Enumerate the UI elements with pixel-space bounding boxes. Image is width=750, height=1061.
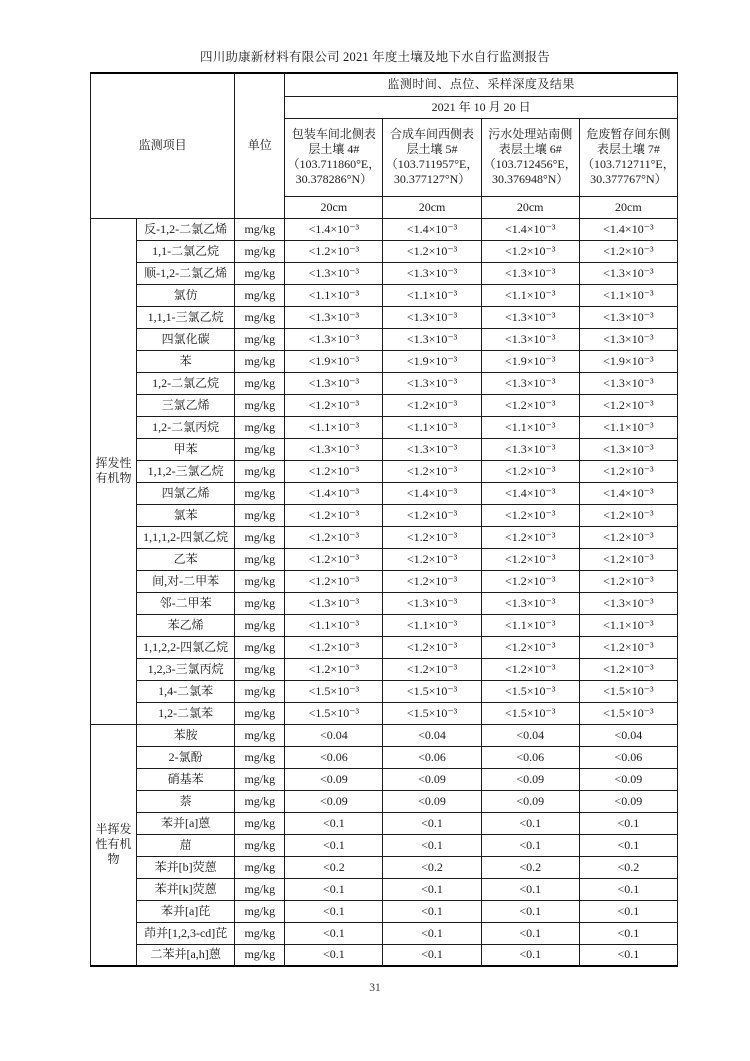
- value-cell: <1.3×10⁻³: [383, 262, 481, 284]
- value-cell: <1.1×10⁻³: [383, 416, 481, 438]
- analyte-name: 苯并[k]荧蒽: [137, 878, 235, 900]
- value-cell: <0.06: [285, 746, 383, 768]
- value-cell: <0.1: [579, 834, 677, 856]
- unit-cell: mg/kg: [235, 614, 285, 636]
- unit-cell: mg/kg: [235, 328, 285, 350]
- value-cell: <1.2×10⁻³: [285, 636, 383, 658]
- value-cell: <1.2×10⁻³: [285, 548, 383, 570]
- unit-cell: mg/kg: [235, 570, 285, 592]
- value-cell: <1.2×10⁻³: [383, 548, 481, 570]
- value-cell: <1.1×10⁻³: [579, 284, 677, 306]
- site-header-line: （103.712711°E，: [582, 157, 675, 171]
- site-header-line: 层土壤 4#: [308, 142, 360, 156]
- value-cell: <1.3×10⁻³: [579, 328, 677, 350]
- unit-cell: mg/kg: [235, 856, 285, 878]
- value-cell: <1.2×10⁻³: [481, 548, 579, 570]
- analyte-name: 1,1-二氯乙烷: [137, 240, 235, 262]
- value-cell: <1.2×10⁻³: [285, 504, 383, 526]
- analyte-name: 茚并[1,2,3-cd]芘: [137, 922, 235, 944]
- table-row: [91, 306, 678, 328]
- analyte-name: 1,2-二氯丙烷: [137, 416, 235, 438]
- depth-cell-2: 20cm: [383, 196, 481, 218]
- site-header-2: [383, 118, 481, 196]
- value-cell: <0.1: [579, 900, 677, 922]
- unit-cell: mg/kg: [235, 944, 285, 966]
- unit-cell: mg/kg: [235, 812, 285, 834]
- table-row: [91, 746, 678, 768]
- value-cell: <1.3×10⁻³: [481, 592, 579, 614]
- value-cell: <1.2×10⁻³: [481, 658, 579, 680]
- value-cell: <1.3×10⁻³: [579, 262, 677, 284]
- value-cell: <0.04: [383, 724, 481, 746]
- table-row: [91, 922, 678, 944]
- value-cell: <0.09: [579, 790, 677, 812]
- value-cell: <1.5×10⁻³: [383, 680, 481, 702]
- site-header-line: 包装车间北侧表: [291, 127, 376, 141]
- unit-cell: mg/kg: [235, 834, 285, 856]
- value-cell: <1.2×10⁻³: [579, 526, 677, 548]
- value-cell: <1.4×10⁻³: [481, 482, 579, 504]
- value-cell: <0.1: [579, 812, 677, 834]
- site-header-line: 危废暂存间东侧: [586, 127, 671, 141]
- value-cell: <1.2×10⁻³: [481, 394, 579, 416]
- value-cell: <1.2×10⁻³: [481, 504, 579, 526]
- site-header-line: 30.377767°N）: [590, 172, 667, 186]
- unit-cell: mg/kg: [235, 240, 285, 262]
- analyte-name: 1,1,1-三氯乙烷: [137, 306, 235, 328]
- value-cell: <0.1: [481, 834, 579, 856]
- value-cell: <1.4×10⁻³: [383, 482, 481, 504]
- value-cell: <1.5×10⁻³: [481, 702, 579, 724]
- value-cell: <0.1: [383, 834, 481, 856]
- value-cell: <0.1: [285, 834, 383, 856]
- value-cell: <1.4×10⁻³: [285, 218, 383, 240]
- value-cell: <0.1: [383, 878, 481, 900]
- value-cell: <1.4×10⁻³: [481, 218, 579, 240]
- analyte-name: 反-1,2-二氯乙烯: [137, 218, 235, 240]
- value-cell: <1.2×10⁻³: [383, 526, 481, 548]
- value-cell: <1.2×10⁻³: [285, 240, 383, 262]
- page-header-title: 四川助康新材料有限公司 2021 年度土壤及地下水自行监测报告: [200, 50, 550, 64]
- value-cell: <0.09: [481, 790, 579, 812]
- value-cell: <1.2×10⁻³: [383, 240, 481, 262]
- value-cell: <1.2×10⁻³: [285, 526, 383, 548]
- analyte-name: 苯并[a]芘: [137, 900, 235, 922]
- value-cell: <1.5×10⁻³: [383, 702, 481, 724]
- value-cell: <1.3×10⁻³: [383, 592, 481, 614]
- analyte-name: 顺-1,2-二氯乙烯: [137, 262, 235, 284]
- analyte-name: 萘: [137, 790, 235, 812]
- table-row: [91, 438, 678, 460]
- site-header-line: 合成车间西侧表: [390, 127, 475, 141]
- site-header-line: 30.377127°N）: [393, 172, 471, 186]
- value-cell: <0.1: [383, 900, 481, 922]
- analyte-name: 1,2,3-三氯丙烷: [137, 658, 235, 680]
- value-cell: <0.1: [285, 922, 383, 944]
- unit-cell: mg/kg: [235, 592, 285, 614]
- site-header-line: （103.711957°E，: [385, 157, 479, 171]
- value-cell: <0.1: [579, 944, 677, 966]
- unit-cell: mg/kg: [235, 680, 285, 702]
- analyte-name: 苯胺: [137, 724, 235, 746]
- value-cell: <0.1: [481, 922, 579, 944]
- value-cell: <1.3×10⁻³: [383, 306, 481, 328]
- unit-cell: mg/kg: [235, 790, 285, 812]
- table-row: [91, 856, 678, 878]
- value-cell: <1.2×10⁻³: [579, 460, 677, 482]
- unit-cell: mg/kg: [235, 768, 285, 790]
- value-cell: <1.3×10⁻³: [481, 328, 579, 350]
- unit-cell: mg/kg: [235, 350, 285, 372]
- value-cell: <1.2×10⁻³: [481, 460, 579, 482]
- group-label-line: 有机物: [95, 471, 132, 485]
- unit-cell: mg/kg: [235, 702, 285, 724]
- value-cell: <1.5×10⁻³: [579, 680, 677, 702]
- analyte-name: 䓛: [137, 834, 235, 856]
- site-header-line: 30.376948°N）: [491, 172, 569, 186]
- value-cell: <1.2×10⁻³: [383, 394, 481, 416]
- analyte-name: 2-氯酚: [137, 746, 235, 768]
- value-cell: <1.2×10⁻³: [579, 394, 677, 416]
- analyte-name: 邻-二甲苯: [137, 592, 235, 614]
- table-row: [91, 944, 678, 966]
- group-label-line: 物: [107, 852, 120, 867]
- unit-cell: mg/kg: [235, 900, 285, 922]
- table-row: [91, 240, 678, 262]
- value-cell: <0.1: [383, 944, 481, 966]
- site-header-line: 表层土壤 6#: [498, 142, 562, 156]
- analyte-name: 苯乙烯: [137, 614, 235, 636]
- value-cell: <1.2×10⁻³: [579, 636, 677, 658]
- unit-cell: mg/kg: [235, 460, 285, 482]
- value-cell: <1.3×10⁻³: [383, 438, 481, 460]
- unit-cell: mg/kg: [235, 416, 285, 438]
- group-label: [91, 724, 137, 966]
- depth-cell-3: 20cm: [481, 196, 579, 218]
- table-row: [91, 834, 678, 856]
- analyte-name: 氯苯: [137, 504, 235, 526]
- table-row: [91, 73, 678, 96]
- value-cell: <1.1×10⁻³: [481, 284, 579, 306]
- value-cell: <0.1: [285, 878, 383, 900]
- analyte-name: 甲苯: [137, 438, 235, 460]
- unit-cell: mg/kg: [235, 504, 285, 526]
- table-row: [91, 812, 678, 834]
- value-cell: <0.09: [383, 768, 481, 790]
- site-header-line: 30.378286°N）: [295, 172, 373, 186]
- monitoring-results-table: [90, 72, 678, 967]
- value-cell: <1.4×10⁻³: [579, 482, 677, 504]
- value-cell: <0.09: [579, 768, 677, 790]
- value-cell: <1.1×10⁻³: [481, 614, 579, 636]
- value-cell: <0.1: [481, 944, 579, 966]
- value-cell: <1.3×10⁻³: [579, 438, 677, 460]
- value-cell: <0.06: [579, 746, 677, 768]
- value-cell: <1.2×10⁻³: [481, 526, 579, 548]
- unit-cell: mg/kg: [235, 746, 285, 768]
- value-cell: <1.5×10⁻³: [285, 702, 383, 724]
- unit-cell: mg/kg: [235, 284, 285, 306]
- group-label: [91, 218, 137, 724]
- table-row: [91, 614, 678, 636]
- table-row: [91, 526, 678, 548]
- value-cell: <0.1: [285, 812, 383, 834]
- site-header-line: （103.711860°E，: [287, 157, 381, 171]
- value-cell: <1.9×10⁻³: [383, 350, 481, 372]
- table-row: [91, 504, 678, 526]
- analyte-name: 硝基苯: [137, 768, 235, 790]
- value-cell: <1.3×10⁻³: [285, 306, 383, 328]
- value-cell: <1.2×10⁻³: [579, 658, 677, 680]
- value-cell: <0.1: [579, 878, 677, 900]
- table-row: [91, 460, 678, 482]
- value-cell: <1.1×10⁻³: [579, 614, 677, 636]
- value-cell: <1.9×10⁻³: [285, 350, 383, 372]
- value-cell: <1.2×10⁻³: [579, 548, 677, 570]
- group-label-line: 性有机: [95, 837, 132, 852]
- table-row: [91, 482, 678, 504]
- unit-cell: mg/kg: [235, 262, 285, 284]
- value-cell: <1.2×10⁻³: [383, 658, 481, 680]
- value-cell: <1.2×10⁻³: [383, 570, 481, 592]
- table-row: [91, 658, 678, 680]
- value-cell: <1.2×10⁻³: [285, 394, 383, 416]
- value-cell: <1.3×10⁻³: [383, 372, 481, 394]
- table-row: [91, 680, 678, 702]
- depth-cell-1: 20cm: [285, 196, 383, 218]
- table-row: [91, 394, 678, 416]
- unit-cell: mg/kg: [235, 724, 285, 746]
- value-cell: <1.1×10⁻³: [383, 284, 481, 306]
- value-cell: <1.2×10⁻³: [285, 658, 383, 680]
- value-cell: <1.1×10⁻³: [481, 416, 579, 438]
- unit-cell: mg/kg: [235, 218, 285, 240]
- site-header-3: [481, 118, 579, 196]
- table-row: [91, 878, 678, 900]
- value-cell: <1.3×10⁻³: [579, 592, 677, 614]
- value-cell: <0.04: [285, 724, 383, 746]
- value-cell: <1.3×10⁻³: [481, 438, 579, 460]
- value-cell: <1.1×10⁻³: [285, 284, 383, 306]
- analyte-name: 四氯化碳: [137, 328, 235, 350]
- value-cell: <1.2×10⁻³: [383, 504, 481, 526]
- value-cell: <0.04: [579, 724, 677, 746]
- table-row: [91, 350, 678, 372]
- site-header-line: （103.712456°E，: [483, 157, 577, 171]
- value-cell: <1.1×10⁻³: [383, 614, 481, 636]
- value-cell: <0.06: [383, 746, 481, 768]
- value-cell: <1.1×10⁻³: [579, 416, 677, 438]
- analyte-name: 苯并[b]荧蒽: [137, 856, 235, 878]
- value-cell: <1.2×10⁻³: [481, 570, 579, 592]
- table-row: [91, 372, 678, 394]
- monitoring-items-header: 监测项目: [91, 73, 235, 218]
- unit-cell: mg/kg: [235, 658, 285, 680]
- site-header-4: [579, 118, 677, 196]
- analyte-name: 乙苯: [137, 548, 235, 570]
- results-banner: 监测时间、点位、采样深度及结果: [285, 73, 678, 96]
- table-row: [91, 702, 678, 724]
- unit-cell: mg/kg: [235, 394, 285, 416]
- value-cell: <1.2×10⁻³: [579, 504, 677, 526]
- analyte-name: 1,1,2,2-四氯乙烷: [137, 636, 235, 658]
- value-cell: <1.5×10⁻³: [481, 680, 579, 702]
- analyte-name: 1,1,1,2-四氯乙烷: [137, 526, 235, 548]
- value-cell: <0.1: [383, 812, 481, 834]
- analyte-name: 苯: [137, 350, 235, 372]
- unit-cell: mg/kg: [235, 636, 285, 658]
- site-header-line: 表层土壤 7#: [596, 142, 660, 156]
- value-cell: <1.9×10⁻³: [579, 350, 677, 372]
- unit-cell: mg/kg: [235, 548, 285, 570]
- depth-cell-4: 20cm: [579, 196, 677, 218]
- page-number: 31: [369, 982, 381, 994]
- value-cell: <1.5×10⁻³: [579, 702, 677, 724]
- value-cell: <1.3×10⁻³: [285, 262, 383, 284]
- value-cell: <1.3×10⁻³: [285, 328, 383, 350]
- unit-cell: mg/kg: [235, 922, 285, 944]
- value-cell: <1.3×10⁻³: [285, 592, 383, 614]
- value-cell: <0.1: [285, 944, 383, 966]
- table-row: [91, 218, 678, 240]
- table-row: [91, 592, 678, 614]
- value-cell: <1.3×10⁻³: [383, 328, 481, 350]
- value-cell: <1.2×10⁻³: [383, 460, 481, 482]
- value-cell: <1.2×10⁻³: [285, 570, 383, 592]
- value-cell: <0.09: [383, 790, 481, 812]
- table-row: [91, 636, 678, 658]
- value-cell: <1.2×10⁻³: [481, 636, 579, 658]
- group-label-line: 挥发性: [95, 456, 132, 470]
- unit-cell: mg/kg: [235, 438, 285, 460]
- value-cell: <1.4×10⁻³: [579, 218, 677, 240]
- value-cell: <0.1: [481, 900, 579, 922]
- value-cell: <1.3×10⁻³: [481, 306, 579, 328]
- value-cell: <0.06: [481, 746, 579, 768]
- value-cell: <1.1×10⁻³: [285, 614, 383, 636]
- value-cell: <0.1: [481, 878, 579, 900]
- value-cell: <1.4×10⁻³: [383, 218, 481, 240]
- value-cell: <1.3×10⁻³: [579, 306, 677, 328]
- group-label-line: 半挥发: [95, 822, 132, 837]
- site-header-line: 污水处理站南侧: [488, 127, 573, 141]
- table-row: [91, 724, 678, 746]
- value-cell: <0.2: [383, 856, 481, 878]
- value-cell: <0.09: [285, 790, 383, 812]
- value-cell: <0.04: [481, 724, 579, 746]
- value-cell: <0.09: [285, 768, 383, 790]
- value-cell: <0.2: [481, 856, 579, 878]
- table-row: [91, 284, 678, 306]
- analyte-name: 1,1,2-三氯乙烷: [137, 460, 235, 482]
- unit-cell: mg/kg: [235, 306, 285, 328]
- value-cell: <1.2×10⁻³: [285, 460, 383, 482]
- table-row: [91, 548, 678, 570]
- value-cell: <1.3×10⁻³: [285, 438, 383, 460]
- table-row: [91, 416, 678, 438]
- value-cell: <1.2×10⁻³: [481, 240, 579, 262]
- site-header-line: 层土壤 5#: [406, 142, 458, 156]
- value-cell: <1.3×10⁻³: [481, 372, 579, 394]
- site-header-1: [285, 118, 383, 196]
- analyte-name: 1,2-二氯苯: [137, 702, 235, 724]
- unit-header: 单位: [235, 73, 285, 218]
- analyte-name: 1,4-二氯苯: [137, 680, 235, 702]
- table-row: [91, 900, 678, 922]
- value-cell: <0.2: [579, 856, 677, 878]
- value-cell: <1.2×10⁻³: [579, 240, 677, 262]
- analyte-name: 四氯乙烯: [137, 482, 235, 504]
- value-cell: <1.2×10⁻³: [579, 570, 677, 592]
- analyte-name: 苯并[a]蒽: [137, 812, 235, 834]
- table-row: [91, 262, 678, 284]
- value-cell: <0.1: [285, 900, 383, 922]
- value-cell: <1.1×10⁻³: [285, 416, 383, 438]
- table-row: [91, 328, 678, 350]
- unit-cell: mg/kg: [235, 526, 285, 548]
- sampling-date: 2021 年 10 月 20 日: [285, 96, 678, 118]
- analyte-name: 氯仿: [137, 284, 235, 306]
- value-cell: <0.1: [579, 922, 677, 944]
- value-cell: <0.1: [383, 922, 481, 944]
- value-cell: <1.4×10⁻³: [285, 482, 383, 504]
- value-cell: <1.2×10⁻³: [383, 636, 481, 658]
- analyte-name: 三氯乙烯: [137, 394, 235, 416]
- value-cell: <1.3×10⁻³: [285, 372, 383, 394]
- table-row: [91, 768, 678, 790]
- unit-cell: mg/kg: [235, 372, 285, 394]
- value-cell: <1.3×10⁻³: [481, 262, 579, 284]
- unit-cell: mg/kg: [235, 878, 285, 900]
- value-cell: <0.2: [285, 856, 383, 878]
- value-cell: <1.9×10⁻³: [481, 350, 579, 372]
- value-cell: <1.3×10⁻³: [579, 372, 677, 394]
- table-row: [91, 790, 678, 812]
- analyte-name: 二苯并[a,h]蒽: [137, 944, 235, 966]
- table-row: [91, 570, 678, 592]
- analyte-name: 间,对-二甲苯: [137, 570, 235, 592]
- unit-cell: mg/kg: [235, 482, 285, 504]
- value-cell: <0.09: [481, 768, 579, 790]
- analyte-name: 1,2-二氯乙烷: [137, 372, 235, 394]
- value-cell: <0.1: [481, 812, 579, 834]
- value-cell: <1.5×10⁻³: [285, 680, 383, 702]
